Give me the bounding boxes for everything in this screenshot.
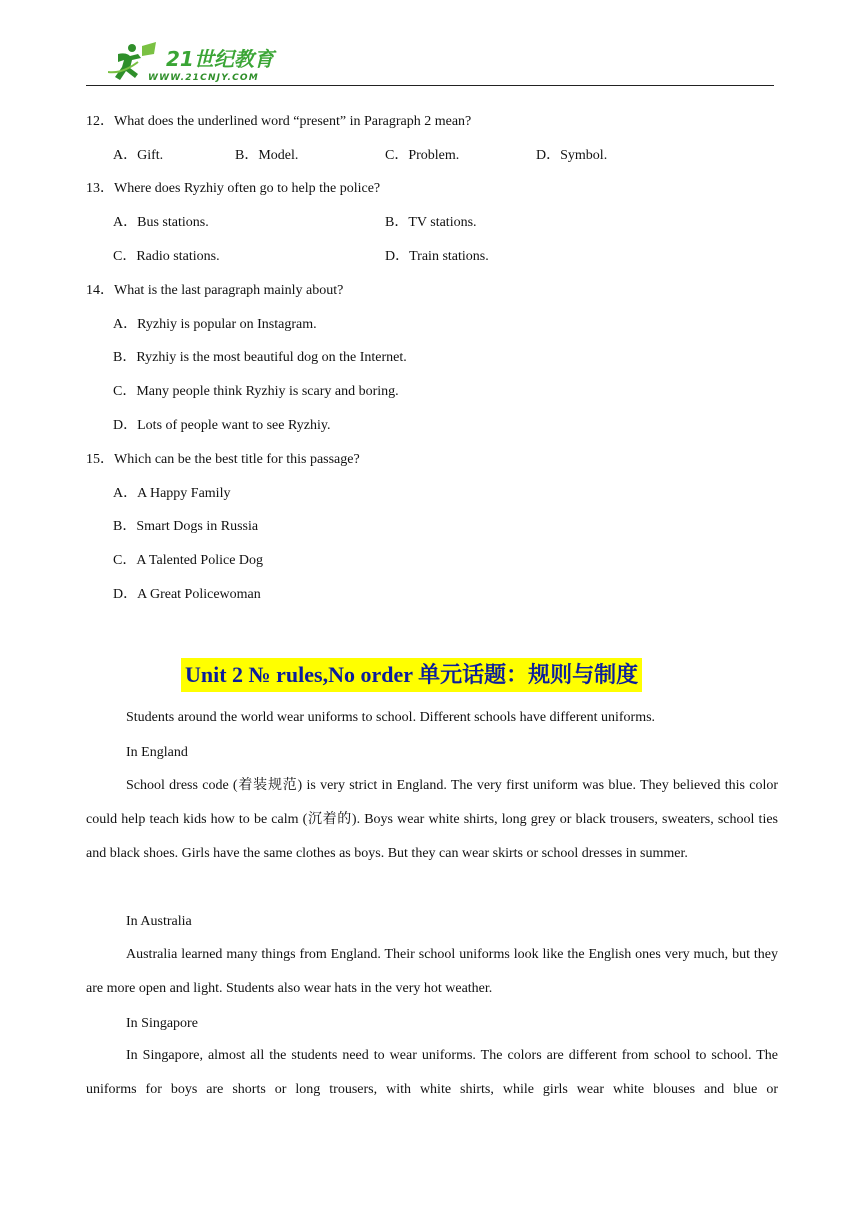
option-text: A Talented Police Dog: [136, 553, 264, 568]
paragraph-australia: Australia learned many things from England. Their school uniforms look like the English ones very much, but they are more open and light. Students also wear hats in the very hot weather.: [86, 947, 778, 996]
question-number: 14．: [86, 283, 114, 298]
heading-australia: In Australia: [126, 914, 192, 929]
option-15-d: [113, 586, 261, 604]
option-12-a: [113, 147, 163, 165]
option-text: Symbol.: [560, 148, 608, 163]
option-14-c: [113, 383, 399, 401]
option-letter: D．: [113, 418, 138, 433]
option-letter: B．: [385, 215, 409, 230]
option-letter: C．: [385, 148, 409, 163]
logo-21cnjy: [108, 40, 288, 86]
option-13-b: [385, 214, 477, 232]
option-text: Gift.: [137, 148, 164, 163]
option-text: Many people think Ryzhiy is scary and boring.: [136, 384, 399, 399]
option-15-a: [113, 485, 230, 503]
option-text: Train stations.: [409, 249, 489, 264]
page-header: [0, 0, 860, 90]
option-14-a: [113, 316, 317, 334]
option-text: Radio stations.: [136, 249, 220, 264]
logo-text: 21世纪教育: [166, 47, 274, 71]
option-12-d: [536, 147, 607, 165]
question-number: 13．: [86, 181, 114, 196]
option-text: Smart Dogs in Russia: [136, 519, 259, 534]
option-letter: D．: [536, 148, 561, 163]
option-letter: C．: [113, 553, 137, 568]
option-12-c: [385, 147, 459, 165]
question-15: [86, 451, 360, 469]
option-text: Lots of people want to see Ryzhiy.: [137, 418, 331, 433]
option-letter: A．: [113, 215, 138, 230]
question-text: Which can be the best title for this passage?: [114, 452, 360, 467]
option-letter: C．: [113, 384, 137, 399]
option-14-b: [113, 349, 407, 367]
option-text: Model.: [258, 148, 299, 163]
option-14-d: [113, 417, 330, 435]
option-text: Ryzhiy is popular on Instagram.: [137, 317, 317, 332]
question-number: 12．: [86, 114, 114, 129]
option-text: Bus stations.: [137, 215, 209, 230]
option-letter: A．: [113, 148, 138, 163]
question-12: [86, 113, 471, 131]
option-13-c: [113, 248, 220, 266]
option-letter: B．: [113, 350, 137, 365]
option-12-b: [235, 147, 298, 165]
option-letter: C．: [113, 249, 137, 264]
option-text: A Happy Family: [137, 486, 231, 501]
option-letter: D．: [385, 249, 410, 264]
option-text: A Great Policewoman: [137, 587, 261, 602]
logo-url-text: WWW.21CNJY.COM: [148, 73, 259, 83]
heading-singapore: In Singapore: [126, 1016, 198, 1031]
option-15-c: [113, 552, 263, 570]
option-text: Problem.: [408, 148, 460, 163]
option-text: TV stations.: [408, 215, 477, 230]
option-letter: B．: [235, 148, 259, 163]
option-text: Ryzhiy is the most beautiful dog on the Internet.: [136, 350, 407, 365]
option-15-b: [113, 518, 258, 536]
option-letter: B．: [113, 519, 137, 534]
question-number: 15．: [86, 452, 114, 467]
option-13-a: [113, 214, 209, 232]
question-14: [86, 282, 343, 300]
question-text: What is the last paragraph mainly about?: [114, 283, 344, 298]
option-letter: A．: [113, 317, 138, 332]
option-letter: A．: [113, 486, 138, 501]
paragraph-england: School dress code (着装规范) is very strict in England. The very first uniform was blue. They believed this color could help teach kids how to be calm (沉着的). Boys wear white shirts, long grey or black trousers, sweaters, school ties and black shoes. Girls have the same clothes as boys. But they can wear skirts or school dresses in summer.: [86, 778, 778, 861]
question-text: Where does Ryzhiy often go to help the police?: [114, 181, 381, 196]
paragraph-singapore: In Singapore, almost all the students need to wear uniforms. The colors are different from school to school. The uniforms for boys are shorts or long trousers, with white shirts, while girls wear white blouses and blue or: [86, 1048, 778, 1097]
header-divider: [86, 85, 774, 86]
option-letter: D．: [113, 587, 138, 602]
passage-intro: Students around the world wear uniforms to school. Different schools have different uniforms.: [126, 710, 656, 725]
unit-title: Unit 2 № rules,No order 单元话题：规则与制度: [181, 658, 642, 692]
question-text: What does the underlined word “present” in Paragraph 2 mean?: [114, 114, 472, 129]
question-13: [86, 180, 380, 198]
heading-england: In England: [126, 745, 188, 760]
option-13-d: [385, 248, 489, 266]
